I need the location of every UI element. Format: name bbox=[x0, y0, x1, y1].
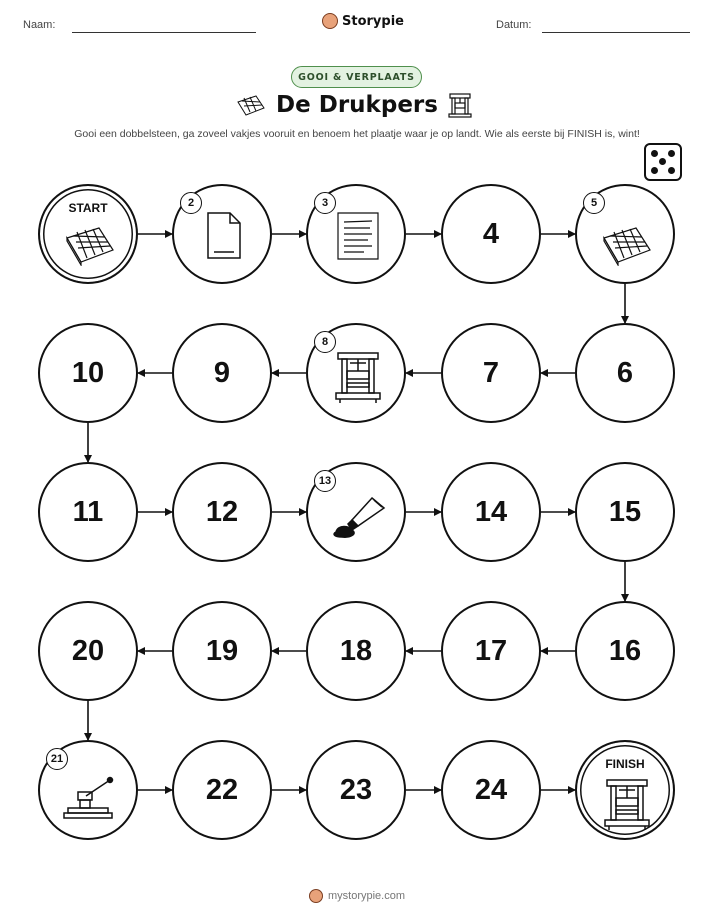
board-space-14 bbox=[441, 462, 541, 562]
space-number-badge: 13 bbox=[314, 470, 336, 492]
board-space-13 bbox=[306, 462, 406, 562]
space-number: 11 bbox=[72, 495, 104, 528]
board-space-17 bbox=[441, 601, 541, 701]
footer-url: mystorypie.com bbox=[327, 890, 406, 902]
board-space-5 bbox=[575, 184, 675, 284]
space-number-badge: 2 bbox=[180, 192, 202, 214]
board-space-22 bbox=[172, 740, 272, 840]
board-space-18 bbox=[306, 601, 406, 701]
space-number-badge: 3 bbox=[314, 192, 336, 214]
space-number: 9 bbox=[213, 356, 231, 389]
space-number: 22 bbox=[205, 773, 239, 806]
board-space-24 bbox=[441, 740, 541, 840]
brand-name: Storypie bbox=[342, 13, 404, 29]
start-label: START bbox=[68, 201, 108, 215]
space-number: 20 bbox=[71, 634, 105, 667]
space-number: 7 bbox=[482, 356, 500, 389]
board-space-11 bbox=[38, 462, 138, 562]
instructions: Gooi een dobbelsteen, ga zoveel vakjes vooruit en benoem het plaatje waar je op landt. Wie als eerste bij FINISH is, wint! bbox=[74, 128, 640, 140]
space-number: 4 bbox=[482, 217, 500, 250]
footer bbox=[0, 889, 714, 903]
space-number: 12 bbox=[205, 495, 239, 528]
board-space-4 bbox=[441, 184, 541, 284]
board-space-16 bbox=[575, 601, 675, 701]
page-title: De Drukpers bbox=[276, 92, 438, 118]
space-number-badge: 21 bbox=[46, 748, 68, 770]
name-label: Naam: bbox=[23, 19, 56, 31]
finish-space bbox=[575, 740, 675, 840]
space-number: 16 bbox=[608, 634, 642, 667]
board-space-19 bbox=[172, 601, 272, 701]
space-number: 10 bbox=[71, 356, 105, 389]
space-number: 15 bbox=[608, 495, 642, 528]
space-number: 17 bbox=[474, 634, 508, 667]
board-space-15 bbox=[575, 462, 675, 562]
board-space-12 bbox=[172, 462, 272, 562]
board-space-9 bbox=[172, 323, 272, 423]
space-number-badge: 8 bbox=[314, 331, 336, 353]
storypie-logo-icon bbox=[309, 889, 323, 903]
board-space-8 bbox=[306, 323, 406, 423]
finish-label: FINISH bbox=[605, 757, 645, 771]
space-number: 24 bbox=[474, 773, 508, 806]
start-space bbox=[38, 184, 138, 284]
board-space-3 bbox=[306, 184, 406, 284]
board-space-21 bbox=[38, 740, 138, 840]
space-number: 14 bbox=[474, 495, 508, 528]
board-space-7 bbox=[441, 323, 541, 423]
board-space-10 bbox=[38, 323, 138, 423]
space-number: 19 bbox=[205, 634, 239, 667]
board-space-6 bbox=[575, 323, 675, 423]
board-space-20 bbox=[38, 601, 138, 701]
date-label: Datum: bbox=[496, 19, 532, 31]
space-number: 6 bbox=[616, 356, 634, 389]
game-type-tag: GOOI & VERPLAATS bbox=[291, 66, 422, 88]
space-number: 18 bbox=[339, 634, 373, 667]
board-space-2 bbox=[172, 184, 272, 284]
space-number-badge: 5 bbox=[583, 192, 605, 214]
space-number: 23 bbox=[339, 773, 373, 806]
board-space-23 bbox=[306, 740, 406, 840]
